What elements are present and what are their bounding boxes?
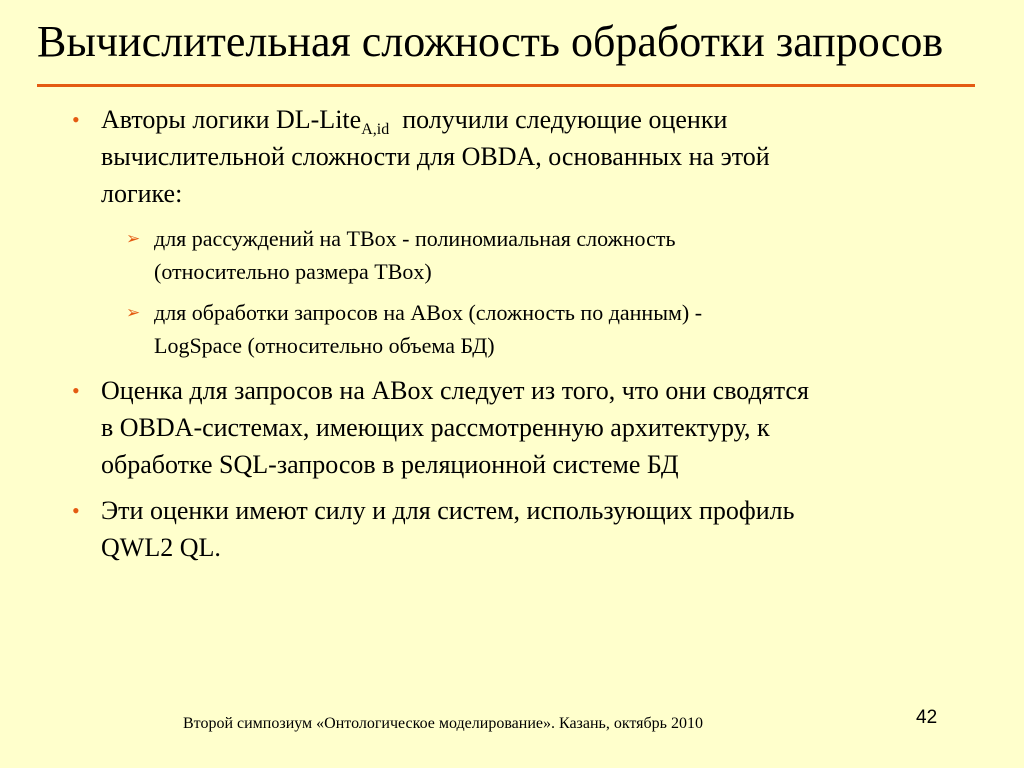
sub-item-line: (относительно размера TBox) [154,259,432,284]
arrow-icon: ➢ [126,229,141,248]
page-number: 42 [916,707,938,728]
bullet-line: обработке SQL-запросов в реляционной системе БД [101,450,679,479]
sub-item-line: LogSpace (относительно объема БД) [154,333,495,358]
slide-footer: Второй симпозиум «Онтологическое моделирование». Казань, октябрь 2010 [183,715,703,732]
bullet-line: Оценка для запросов на ABox следует из того, что они сводятся [101,376,809,405]
sub-item-line: для обработки запросов на ABox (сложность по данным) - [154,300,703,325]
bullet-line: Эти оценки имеют силу и для систем, использующих профиль [101,496,795,525]
subscript: A,id [361,121,390,138]
bullet-line: вычислительной сложности для OBDA, основанных на этой [101,142,770,171]
bullet-line [101,101,770,138]
slide-title: Вычислительная сложность обработки запросов [37,17,944,66]
arrow-icon: ➢ [126,303,141,322]
bullet-line: в OBDA-системах, имеющих рассмотренную архитектуру, к [101,413,770,442]
sub-item-line: для рассуждений на TBox - полиномиальная сложность [154,226,676,251]
bullet-mark: • [72,107,80,132]
bullet-mark: • [72,378,80,403]
bullet-line: логике: [101,179,183,208]
bullet-text: Авторы логики DL-Lite [101,105,362,134]
bullet-text: получили следующие оценки [389,105,728,134]
bullet-mark: • [72,498,80,523]
bullet-line: QWL2 QL. [101,533,221,562]
